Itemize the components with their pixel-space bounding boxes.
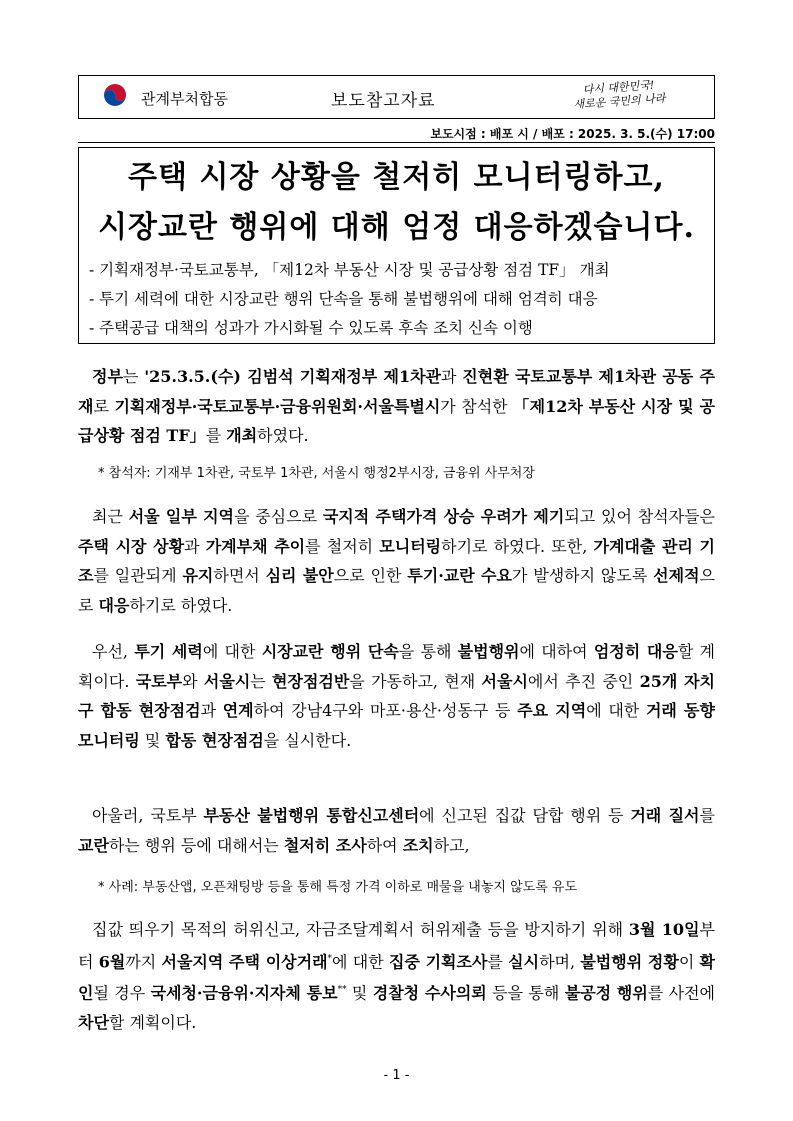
text-run: 으로 <box>78 566 715 615</box>
text-run: 과 <box>441 367 463 386</box>
divider <box>78 142 715 143</box>
text-run: 불법행위 정황 <box>580 951 679 971</box>
text-run: * <box>327 953 333 964</box>
text-run: 를 일관되게 <box>93 566 183 585</box>
text-run: 서울 일부 지역 <box>128 507 234 526</box>
text-run: 모니터링 <box>379 536 442 556</box>
text-run: 경찰청 수사의뢰 <box>372 983 487 1003</box>
text-run: 하며, <box>539 951 581 971</box>
text-run: 에 대하여 <box>519 642 594 661</box>
text-run: 정부 <box>92 367 123 386</box>
text-run: 을 중심으로 <box>233 507 323 526</box>
text-run: 진현환 국토교통부 제1차관 공동 주재 <box>78 367 715 416</box>
text-run: 에 대한 <box>332 951 389 971</box>
text-run: 하는 행위 등에 대해서는 <box>108 835 284 855</box>
text-run: 국토부 <box>135 671 183 691</box>
paragraph-4 <box>78 801 715 860</box>
text-run: 하여 강남4구와 마포·용산·성동구 등 <box>253 701 518 720</box>
text-run: 되고 있어 참석자들은 <box>564 507 715 526</box>
text-run: 할 계획이다. <box>108 1013 197 1033</box>
government-taegeuk-logo-icon <box>101 83 129 111</box>
text-run: 를 <box>487 951 509 971</box>
header-box <box>78 75 715 119</box>
page-number: - 1 - <box>383 1068 410 1083</box>
text-run: 투기·교란 수요 <box>407 566 512 585</box>
text-run: 엄정히 대응 <box>593 642 678 661</box>
embargo-time: 보도시점 : 배포 시 / 배포 : 2025. 3. 5.(수) 17:00 <box>430 127 715 141</box>
text-run: 투기 세력 <box>134 642 203 661</box>
title-line-1: 주택 시장 상황을 철저히 모니터링하고, <box>128 160 665 195</box>
text-run: 을 가동하고, 현재 <box>349 671 482 691</box>
text-run: 할 계획이다. <box>78 642 716 691</box>
text-run: 가 참석한 <box>440 396 514 416</box>
text-run: 을 통해 <box>398 642 458 661</box>
text-run: 는 <box>250 671 273 691</box>
text-run: 하기로 하였다. 또한, <box>441 536 594 556</box>
text-run: 대응 <box>98 595 130 615</box>
subtitle-2: - 투기 세력에 대한 시장교란 행위 단속을 통해 불법행위에 대해 엄격히 대응 <box>89 290 598 308</box>
text-run: 는 <box>122 367 145 386</box>
text-run: 이 <box>678 951 700 971</box>
text-run: 최근 <box>92 507 129 526</box>
text-run: 25개 자치구 합동 현장점검 <box>78 671 715 720</box>
text-run: 를 철저히 <box>305 536 380 556</box>
text-run: 로 <box>93 396 115 416</box>
text-run: 가계대출 관리 기조 <box>78 536 715 585</box>
paragraph-1 <box>78 362 715 451</box>
text-run: 서울시 <box>203 671 251 691</box>
text-run: 합동 현장점검 <box>165 730 264 750</box>
text-run: 부동산 불법행위 통합신고센터 <box>203 806 420 825</box>
text-run: 실시 <box>508 951 540 971</box>
agency-name: 관계부처합동 <box>141 90 228 108</box>
paragraph-2 <box>78 502 715 620</box>
text-run: 을 실시한다. <box>263 730 352 750</box>
text-run: 를 사전에 <box>647 983 715 1003</box>
text-run: 과 <box>184 536 206 556</box>
text-run: 까지 <box>125 951 162 971</box>
text-run: 및 <box>139 730 166 750</box>
paragraph-3 <box>78 637 715 755</box>
subtitle-1: - 기획재정부·국토교통부, 「제12차 부동산 시장 및 공급상황 점검 TF」 개최 <box>89 261 610 279</box>
text-run: ** <box>337 985 347 996</box>
text-run: 확인 <box>78 951 715 1003</box>
text-run: 및 <box>346 983 373 1003</box>
slogan-line-2: 새로운 국민의 나라 <box>573 91 666 112</box>
text-run: 철저히 조사 <box>283 835 367 855</box>
text-run: 거래 동향 모니터링 <box>78 701 715 750</box>
text-run: 아울러, 국토부 <box>92 806 204 825</box>
text-run: 교란 <box>78 835 109 855</box>
text-run: 서울시 <box>481 671 528 691</box>
text-run: 시장교란 행위 단속 <box>261 642 399 661</box>
text-run: 를 <box>699 806 715 825</box>
paragraph-5 <box>78 915 715 1038</box>
text-run: 가 발생하지 않도록 <box>511 566 654 585</box>
subtitle-3: - 주택공급 대책의 성과가 가시화될 수 있도록 후속 조치 신속 이행 <box>89 319 533 337</box>
text-run: 에서 추진 중인 <box>527 671 640 691</box>
text-run: 국지적 주택가격 상승 우려가 제기 <box>322 507 565 526</box>
footnote-attendees: * 참석자: 기재부 1차관, 국토부 1차관, 서울시 행정2부시장, 금융위 사무처장 <box>98 466 535 481</box>
text-run: 집값 띄우기 목적의 허위신고, 자금조달계획서 허위제출 등을 방지하기 위해 <box>92 920 629 939</box>
text-run: 집중 기획조사 <box>388 951 488 971</box>
text-run: 하면서 <box>213 566 266 585</box>
footnote-example: * 사례: 부동산앱, 오픈채팅방 등을 통해 특정 가격 이하로 매물을 내놓지 않도록 유도 <box>98 880 578 895</box>
text-run: 불법행위 <box>457 642 520 661</box>
text-run: 주요 지역 <box>517 701 587 720</box>
title-line-2: 시장교란 행위에 대해 엄정 대응하겠습니다. <box>98 210 695 245</box>
text-run: 와 <box>182 671 204 691</box>
text-run: 하였다. <box>257 426 309 445</box>
text-run: 거래 질서 <box>630 806 700 825</box>
text-run: 등을 통해 <box>486 983 565 1003</box>
text-run: 3월 10일 <box>628 920 700 939</box>
text-run: '25.3.5.(수) 김범석 기획재정부 제1차관 <box>144 367 441 386</box>
text-run: 부터 <box>78 920 715 971</box>
text-run: 우선, <box>92 642 135 661</box>
text-run: 차단 <box>78 1013 109 1033</box>
text-run: 하기로 하였다. <box>129 595 233 615</box>
text-run: 불공정 행위 <box>564 983 648 1003</box>
text-run: 으로 인한 <box>333 566 408 585</box>
text-run: 될 경우 <box>93 983 151 1003</box>
text-run: 연계 <box>222 701 254 720</box>
text-run: 국세청·금융위·지자체 통보 <box>150 983 338 1003</box>
press-type: 보도참고자료 <box>331 91 436 111</box>
text-run: 를 <box>205 426 227 445</box>
text-run: 6월 <box>98 951 126 971</box>
text-run: 과 <box>200 701 223 720</box>
text-run: 심리 불안 <box>265 566 334 585</box>
text-run: 유지 <box>182 566 214 585</box>
text-run: 하여 <box>366 835 403 855</box>
text-run: 하고, <box>433 835 470 855</box>
text-run: 기획재정부·국토교통부·금융위원회·서울특별시 <box>114 396 441 416</box>
slogan <box>558 77 680 113</box>
text-run: 주택 시장 상황 <box>78 536 185 556</box>
text-run: 조치 <box>402 835 434 855</box>
text-run: 선제적 <box>653 566 700 585</box>
text-run: 「제12차 부동산 시장 및 공급상황 점검 TF」 <box>78 396 716 445</box>
slogan-line-1: 다시 대한민국! <box>582 78 655 97</box>
text-run: 에 신고된 집값 담합 행위 등 <box>419 806 631 825</box>
text-run: 서울지역 주택 이상거래 <box>161 951 328 971</box>
text-run: 가계부채 추이 <box>205 536 306 556</box>
text-run: 개최 <box>226 426 258 445</box>
text-run: 에 대한 <box>202 642 262 661</box>
title-box <box>78 147 715 344</box>
text-run: 에 대한 <box>586 701 646 720</box>
text-run: 현장점검반 <box>272 671 350 691</box>
